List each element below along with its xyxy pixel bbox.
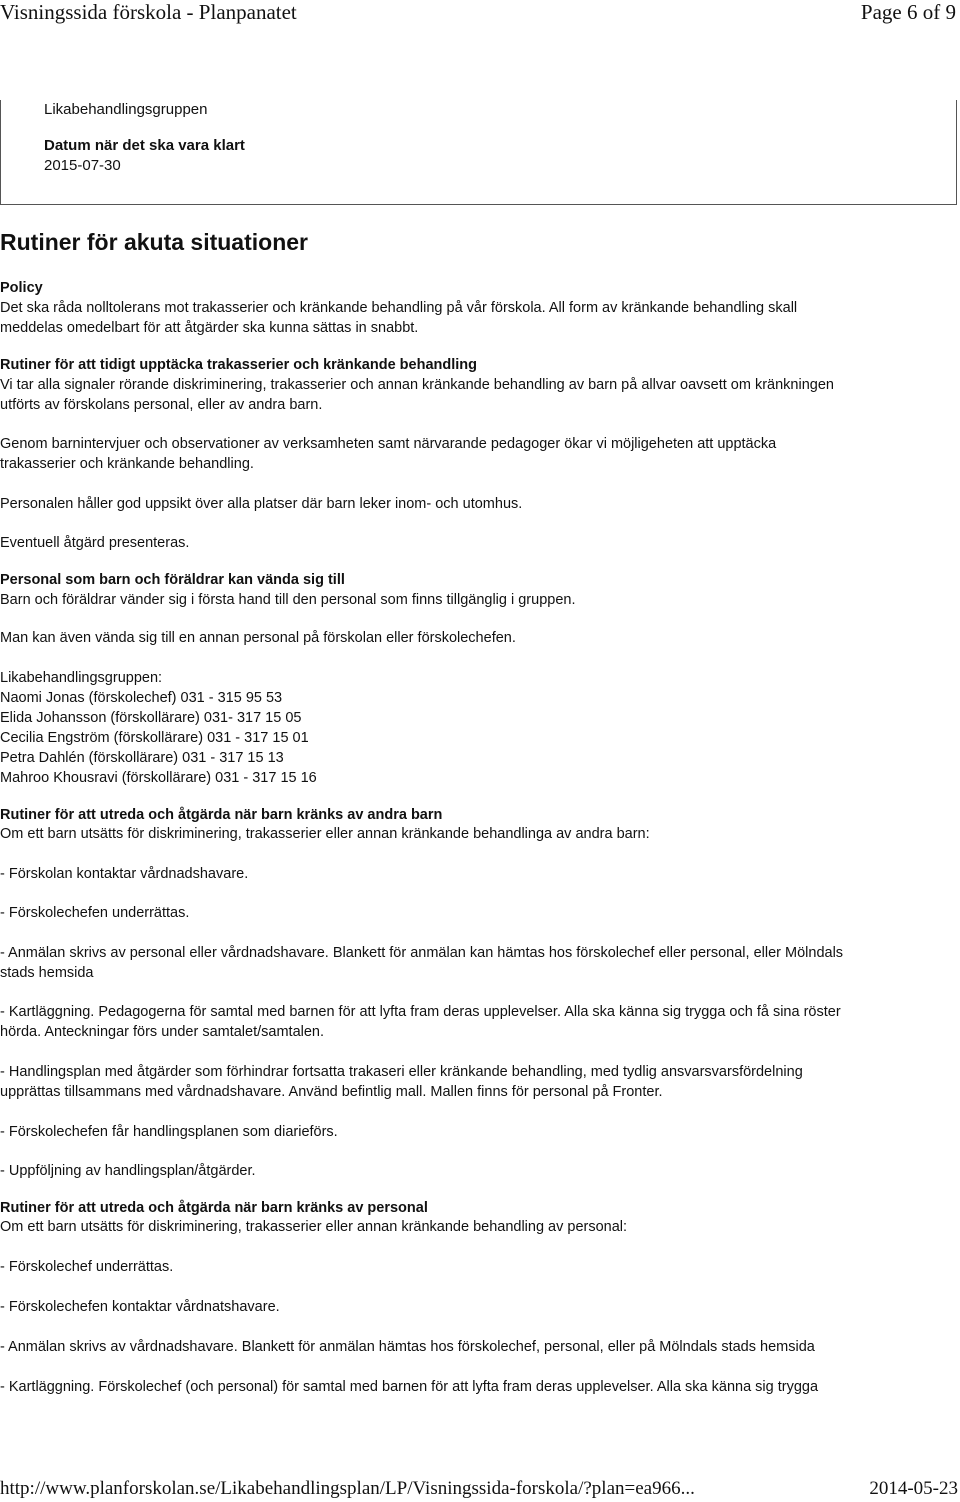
early-p2-line-1: Genom barnintervjuer och observationer av verksamheten samt närvarande pedagoger ökar vi möjligeheten att upptäcka (0, 436, 777, 452)
policy-text-line-2: meddelas omedelbart för att åtgärder ska kunna sättas in snabbt. (0, 320, 419, 336)
children-step: stads hemsida (0, 965, 94, 981)
children-step: - Förskolan kontaktar vårdnadshavare. (0, 866, 249, 882)
box-deadline-label: Datum när det ska vara klart (44, 137, 245, 154)
children-step: - Uppföljning av handlingsplan/åtgärder. (0, 1163, 256, 1179)
staff-intro: Om ett barn utsätts för diskriminering, trakasserier eller annan kränkande behandling av personal: (0, 1219, 628, 1235)
children-heading: Rutiner för att utreda och åtgärda när barn kränks av andra barn (0, 807, 443, 823)
children-step: - Anmälan skrivs av personal eller vårdnadshavare. Blankett för anmälan kan hämtas hos förskolechef eller personal, eller Mölndals (0, 945, 844, 961)
children-step: hörda. Anteckningar förs under samtalet/samtalen. (0, 1024, 325, 1040)
page-header (0, 0, 960, 30)
children-intro: Om ett barn utsätts för diskriminering, trakasserier eller annan kränkande behandlinga av andra barn: (0, 826, 650, 842)
children-step: - Förskolechefen får handlingsplanen som diarieförs. (0, 1124, 338, 1140)
staff-step: - Förskolechef underrättas. (0, 1259, 174, 1275)
group-member: Petra Dahlén (förskollärare) 031 - 317 15 13 (0, 750, 284, 766)
group-member: Cecilia Engström (förskollärare) 031 - 317 15 01 (0, 730, 309, 746)
early-p1-line-1: Vi tar alla signaler rörande diskriminering, trakasserier och annan kränkande behandling av barn på allvar oavsett om kränkningen (0, 377, 834, 393)
children-step: - Handlingsplan med åtgärder som förhindrar fortsatta trakaseri eller kränkande behandling, med tydlig ansvarsvarsfördelning (0, 1064, 803, 1080)
contact-p1: Barn och föräldrar vänder sig i första hand till den personal som finns tillgänglig i gruppen. (0, 592, 576, 608)
footer-url[interactable]: http://www.planforskolan.se/Likabehandlingsplan/LP/Visningssida-forskola/?plan=ea966... (0, 1478, 695, 1499)
staff-step: - Anmälan skrivs av vårdnadshavare. Blankett för anmälan hämtas hos förskolechef, personal, eller på Mölndals stads hemsida (0, 1339, 815, 1355)
page-footer (0, 1478, 960, 1502)
staff-step: - Kartläggning. Förskolechef (och personal) för samtal med barnen för att lyfta fram deras upplevelser. Alla ska känna sig trygga (0, 1379, 819, 1395)
page-title: Rutiner för akuta situationer (0, 229, 308, 255)
policy-heading: Policy (0, 280, 43, 296)
early-p2-line-2: trakasserier och kränkande behandling. (0, 456, 254, 472)
policy-text-line-1: Det ska råda nolltolerans mot trakasserier och kränkande behandling på vår förskola. All form av kränkande behandling skall (0, 300, 798, 316)
group-member: Naomi Jonas (förskolechef) 031 - 315 95 53 (0, 690, 283, 706)
group-member: Elida Johansson (förskollärare) 031- 317 15 05 (0, 710, 302, 726)
box-group: Likabehandlingsgruppen (44, 101, 208, 118)
early-p4: Eventuell åtgärd presenteras. (0, 535, 190, 551)
header-page-number: Page 6 of 9 (860, 0, 956, 24)
contact-heading: Personal som barn och föräldrar kan vända sig till (0, 572, 345, 588)
deadline-box (0, 100, 957, 205)
early-p1-line-2: utförts av förskolans personal, eller av andra barn. (0, 397, 323, 413)
group-label: Likabehandlingsgruppen: (0, 670, 163, 686)
header-title: Visningssida förskola - Planpanatet (0, 0, 297, 24)
early-p3: Personalen håller god uppsikt över alla platser där barn leker inom- och utomhus. (0, 496, 523, 512)
contact-p2: Man kan även vända sig till en annan personal på förskolan eller förskolechefen. (0, 630, 516, 646)
children-step: - Kartläggning. Pedagogerna för samtal med barnen för att lyfta fram deras upplevelser. Alla ska känna sig trygga och få sina röster (0, 1004, 841, 1020)
footer-date: 2014-05-23 (869, 1478, 958, 1499)
early-detection-heading: Rutiner för att tidigt upptäcka trakasserier och kränkande behandling (0, 357, 477, 373)
children-step: - Förskolechefen underrättas. (0, 905, 190, 921)
box-deadline-value: 2015-07-30 (44, 157, 121, 174)
children-step: upprättas tillsammans med vårdnadshavare. Använd befintlig mall. Mallen finns för personal på Fronter. (0, 1084, 663, 1100)
staff-step: - Förskolechefen kontaktar vårdnatshavare. (0, 1299, 280, 1315)
staff-heading: Rutiner för att utreda och åtgärda när barn kränks av personal (0, 1200, 428, 1216)
group-member: Mahroo Khousravi (förskollärare) 031 - 317 15 16 (0, 770, 317, 786)
